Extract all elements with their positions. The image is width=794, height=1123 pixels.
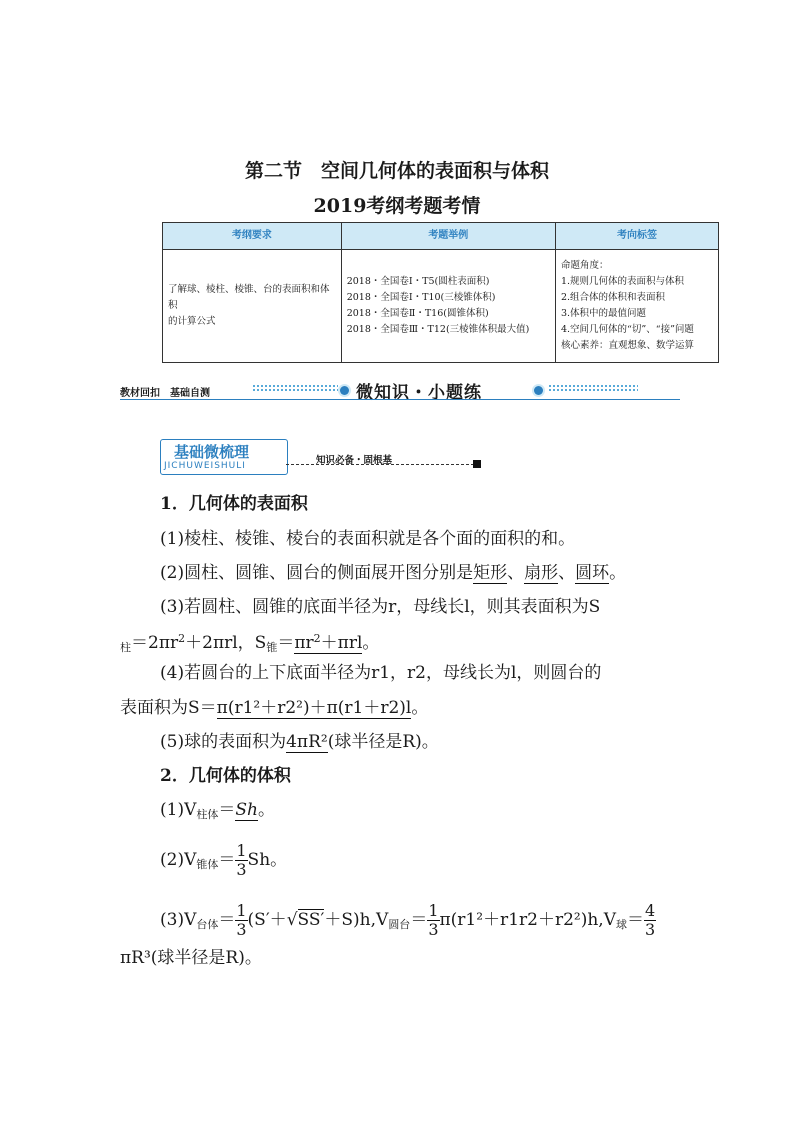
exam-table (162, 222, 719, 363)
header-examples: 考题举例 (341, 223, 555, 250)
fraction-one-third: $\frac{1}{3}$ (236, 841, 247, 879)
para-4a: (4)若圆台的上下底面半径为r1，r2，母线长为l，则圆台的 (160, 663, 602, 683)
heading-volume: 2．几何体的体积 (160, 766, 291, 786)
answer-sector: 扇形 (524, 563, 559, 583)
para-3b: $_柱=2\pi r^2+2\pi rl$，$S_锥=\pi r^2+\pi rl$。 (120, 632, 380, 654)
para-4b: 表面积为S＝π(r1²＋r2²)＋π(r1＋r2)l。 (120, 698, 429, 718)
bar-left-label: 教材回扣 基础自测 (120, 388, 210, 399)
sqrt-icon: √ (286, 910, 298, 930)
answer-frustum-area: π(r1²＋r2²)＋π(r1＋r2)l (216, 698, 412, 718)
circle-right-icon (534, 386, 543, 395)
section-heading (160, 439, 480, 479)
answer-rectangle: 矩形 (473, 563, 508, 583)
para-5: (5)球的表面积为4πR²(球半径是R)。 (160, 732, 439, 752)
bar-underline (120, 399, 680, 400)
header-req: 考纲要求 (163, 223, 342, 250)
bar-center-title: 微知识・小题练 (356, 383, 482, 403)
section-tag: 知识必备・固根基 (316, 455, 393, 466)
volume-frustum: $(3)V_{台体}=$ $\frac{1}{3}$ $(S'+√SS'+S)h,V_{圆台}=$ $\frac{1}{3}$ $\pi(r1^2+r1r2+r2^2)h,V_球=$ $\frac{4}{3}$ (160, 901, 656, 939)
section-pinyin: JICHUWEISHULI (164, 461, 246, 471)
circle-left-icon (340, 386, 349, 395)
volume-prism: $(1)V_{柱体}=Sh$。 (160, 800, 275, 821)
answer-prism-volume: Sh (235, 800, 258, 820)
section-title: 基础微梳理 (174, 443, 250, 461)
answer-sphere-area: 4πR² (286, 732, 328, 752)
cell-examples: 2018・全国卷Ⅰ・T5(圆柱表面积) 2018・全国卷Ⅰ・T10(三棱锥体积) 2018・全国卷Ⅱ・T16(圆锥体积) 2018・全国卷Ⅲ・T12(三棱锥体积最大值) (341, 250, 555, 363)
answer-annulus: 圆环 (575, 563, 610, 583)
volume-sphere: πR³(球半径是R)。 (120, 948, 262, 968)
volume-pyramid: $(2)V_{锥体}=$ $\frac{1}{3}$ Sh。 (160, 841, 288, 879)
dots-right-decoration (548, 384, 638, 392)
heading-surface-area: 1．几何体的表面积 (160, 494, 308, 514)
para-1: (1)棱柱、棱锥、棱台的表面积就是各个面的面积的和。 (160, 529, 576, 549)
section-bar (120, 378, 680, 408)
section-dashed-line (286, 464, 474, 465)
cell-req: 了解球、棱柱、棱锥、台的表面积和体积 的计算公式 (163, 250, 342, 363)
answer-cone-area: $\pi r^2+\pi rl$ (294, 632, 363, 653)
square-bullet-icon (473, 460, 481, 468)
fraction-one-third: $\frac{1}{3}$ (236, 901, 247, 939)
fraction-one-third: $\frac{1}{3}$ (428, 901, 439, 939)
dots-left-decoration (252, 384, 338, 392)
para-2: (2)圆柱、圆锥、圆台的侧面展开图分别是矩形、扇形、圆环。 (160, 563, 627, 583)
header-tags: 考向标签 (555, 223, 718, 250)
cell-tags: 命题角度： 1.规则几何体的表面积与体积 2.组合体的体积和表面积 3.体积中的最值问题 4.空间几何体的“切”、“接”问题 核心素养：直观想象、数学运算 (555, 250, 718, 363)
para-3a: (3)若圆柱、圆锥的底面半径为r，母线长l，则其表面积为S (160, 597, 601, 617)
fraction-four-thirds: $\frac{4}{3}$ (644, 901, 656, 939)
page-subtitle: 2019考纲考题考情 (313, 195, 481, 217)
page-title: 第二节 空间几何体的表面积与体积 (244, 160, 549, 182)
